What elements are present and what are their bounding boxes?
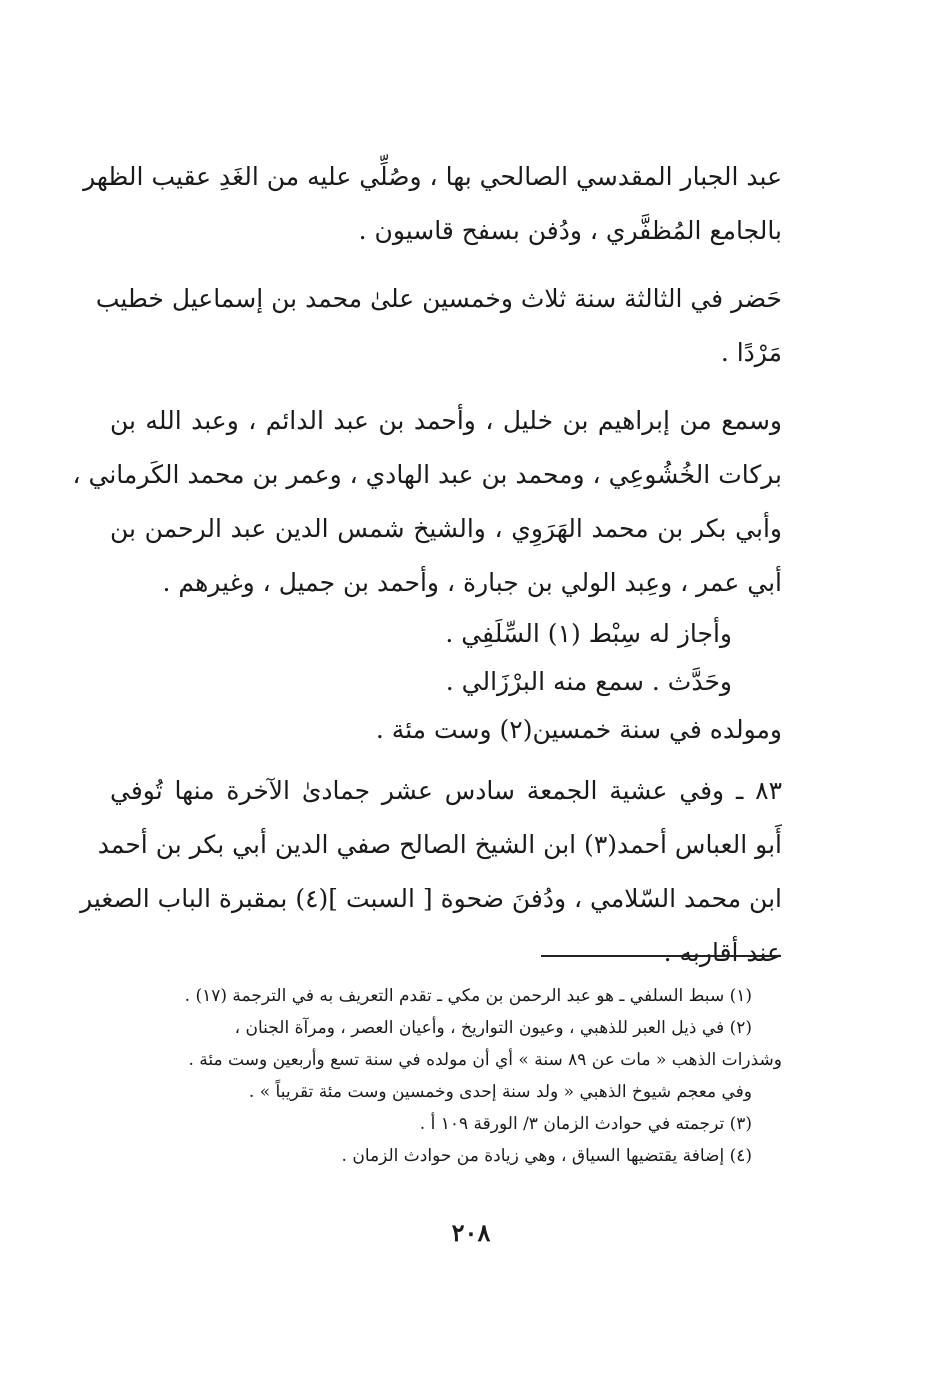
text-line: أبي عمر ، وعِبد الولي بن جبارة ، وأحمد بن جميل ، وغيرهم . bbox=[162, 568, 782, 597]
footnotes bbox=[110, 980, 782, 1172]
text-line: حَضر في الثالثة سنة ثلاث وخمسين علىٰ محمد بن إسماعيل خطيب bbox=[95, 284, 782, 313]
footnote-2-continued: وشذرات الذهب « مات عن ٨٩ سنة » أي أن مولده في سنة تسع وأربعين وست مئة . bbox=[188, 1050, 782, 1070]
page-number: ٢٠٨ bbox=[451, 1218, 491, 1247]
text-line: عند أقاربه . bbox=[663, 938, 782, 967]
footnote-4: (٤) إضافة يقتضيها السياق ، وهي زيادة من حوادث الزمان . bbox=[341, 1146, 752, 1166]
text-line: بركات الخُشُوعِي ، ومحمد بن عبد الهادي ، وعمر بن محمد الكَرماني ، bbox=[72, 460, 782, 489]
text-line: مَرْدًا . bbox=[720, 338, 782, 367]
text-line: أَبو العباس أحمد(٣) ابن الشيخ الصالح صفي الدين أبي بكر بن أحمد bbox=[97, 830, 782, 859]
footnote-2: (٢) في ذيل العبر للذهبي ، وعيون التواريخ ، وأعيان العصر ، ومرآة الجنان ، bbox=[234, 1018, 752, 1038]
text-line: ومولده في سنة خمسين(٢) وست مئة . bbox=[375, 715, 782, 744]
footnote-3: (٣) ترجمته في حوادث الزمان ٣/ الورقة ١٠٩ أ . bbox=[419, 1114, 752, 1134]
entry-83-line: ٨٣ ـ وفي عشية الجمعة سادس عشر جمادىٰ الآخرة منها تُوفي bbox=[110, 776, 782, 805]
text-line: وسمع من إبراهيم بن خليل ، وأحمد بن عبد الدائم ، وعبد الله بن bbox=[110, 406, 782, 435]
text-line: ابن محمد السّلامي ، ودُفنَ ضحوة [ السبت ](٤) بمقبرة الباب الصغير bbox=[80, 884, 782, 913]
footnote-1: (١) سبط السلفي ـ هو عبد الرحمن بن مكي ـ تقدم التعريف به في الترجمة (١٧) . bbox=[184, 986, 752, 1006]
text-line: وحَدَّث . سمع منه البرْزَالي . bbox=[445, 667, 732, 696]
text-line: عبد الجبار المقدسي الصالحي بها ، وصُلِّي عليه من الغَدِ عقيب الظهر bbox=[83, 162, 782, 191]
main-text bbox=[72, 150, 782, 980]
text-line: بالجامع المُظفَّري ، ودُفن بسفح قاسيون . bbox=[358, 216, 782, 245]
text-line: وأبي بكر بن محمد الهَرَوِي ، والشيخ شمس الدين عبد الرحمن بن bbox=[110, 514, 782, 543]
footnote-separator bbox=[541, 955, 781, 957]
text-line: وأجاز له سِبْط (١) السِّلَفِي . bbox=[445, 619, 732, 648]
footnote-2-continued: وفي معجم شيوخ الذهبي « ولد سنة إحدى وخمسين وست مئة تقريباً » . bbox=[248, 1082, 752, 1102]
